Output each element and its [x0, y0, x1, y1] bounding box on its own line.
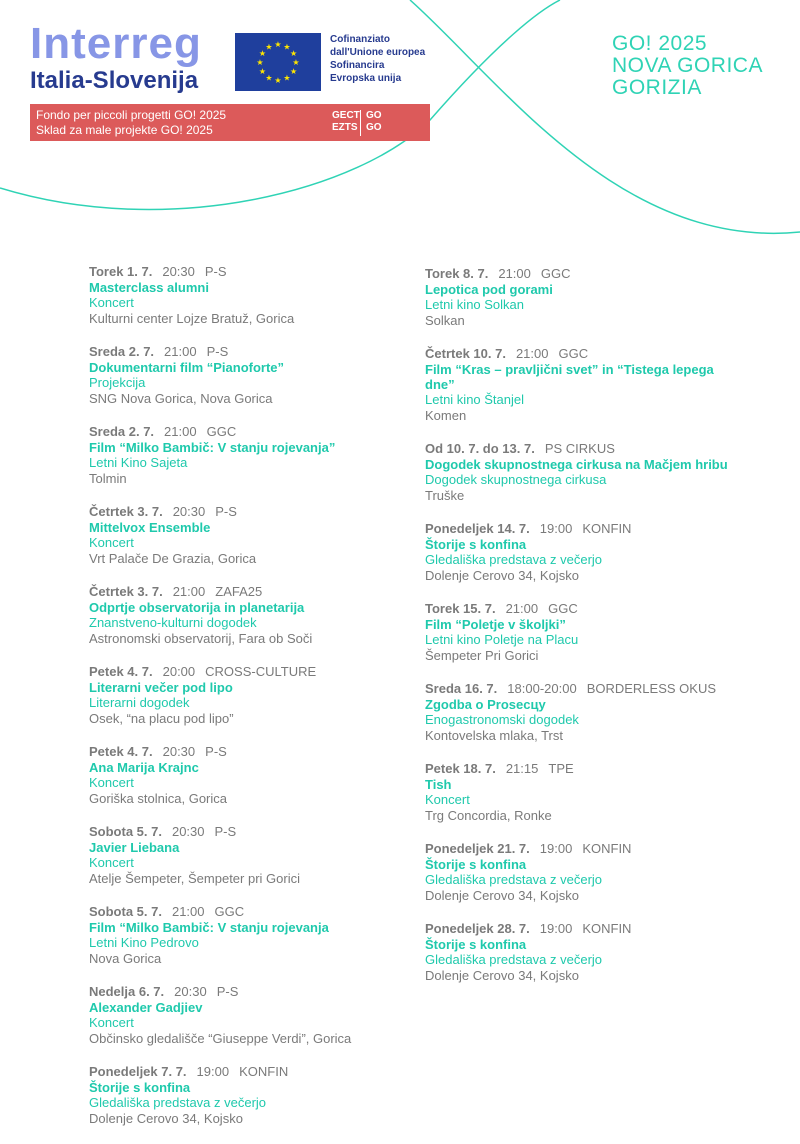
- event-item: [89, 344, 399, 407]
- svg-text:★: ★: [290, 49, 298, 58]
- event-organizer: KONFIN: [582, 921, 632, 936]
- fund-banner: [30, 104, 430, 141]
- event-organizer: GGC: [540, 266, 571, 281]
- event-item: [425, 346, 735, 424]
- event-item: [89, 904, 399, 967]
- event-time: 21:15: [505, 761, 539, 776]
- event-date: Torek 15. 7.: [425, 601, 496, 616]
- event-header: [425, 266, 735, 282]
- event-header: [89, 344, 399, 360]
- event-time: 21:00: [498, 266, 531, 281]
- event-organizer: KONFIN: [239, 1064, 289, 1079]
- fund-line-sl: Sklad za male projekte GO! 2025: [36, 123, 213, 137]
- event-organizer: GGC: [558, 346, 589, 361]
- event-time: 21:00: [172, 584, 206, 599]
- event-type: Gledališka predstava z večerjo: [89, 1095, 267, 1110]
- event-date: Četrtek 3. 7.: [89, 504, 163, 519]
- event-date: Ponedeljek 14. 7.: [425, 521, 530, 536]
- event-time: 20:30: [171, 824, 205, 839]
- event-organizer: KONFIN: [582, 521, 632, 536]
- event-date: Ponedeljek 21. 7.: [425, 841, 530, 856]
- event-title: Masterclass alumni: [89, 280, 209, 295]
- svg-text:★: ★: [292, 58, 300, 67]
- event-title: Mittelvox Ensemble: [89, 520, 211, 535]
- event-place: Občinsko gledališče “Giuseppe Verdi”, Gorica: [89, 1031, 352, 1046]
- event-title: Štorije s konfina: [425, 857, 527, 872]
- event-time: 19:00: [539, 921, 573, 936]
- ezts-go-text: GO: [366, 122, 382, 133]
- event-item: [89, 1064, 399, 1127]
- event-type: Letni kino Solkan: [425, 297, 525, 312]
- event-organizer: P-S: [216, 984, 239, 999]
- event-header: [425, 921, 735, 937]
- event-place: SNG Nova Gorica, Nova Gorica: [89, 391, 273, 406]
- event-date: Ponedeljek 7. 7.: [89, 1064, 187, 1079]
- event-header: [425, 841, 735, 857]
- interreg-wordmark: Interreg: [30, 19, 202, 68]
- event-type: Koncert: [89, 775, 134, 790]
- event-header: [425, 441, 735, 457]
- event-time: 19:00: [196, 1064, 230, 1079]
- svg-text:★: ★: [283, 73, 291, 83]
- event-title: Film “Poletje v školjki”: [425, 617, 566, 632]
- event-title: Film “Milko Bambič: V stanju rojevanja: [89, 920, 329, 935]
- svg-text:★: ★: [265, 42, 273, 52]
- event-place: Goriška stolnica, Gorica: [89, 791, 227, 806]
- event-type: Enogastronomski dogodek: [425, 712, 579, 727]
- gect-go-text: GO: [366, 110, 382, 121]
- event-type: Koncert: [89, 855, 134, 870]
- event-place: Šempeter Pri Gorici: [425, 648, 539, 663]
- event-item: [89, 504, 399, 567]
- event-date: Ponedeljek 28. 7.: [425, 921, 530, 936]
- event-title: Literarni večer pod lipo: [89, 680, 233, 695]
- event-item: [425, 521, 735, 584]
- event-type: Dogodek skupnostnega cirkusa: [425, 472, 607, 487]
- events-column-right: [425, 266, 735, 1001]
- event-type: Letni kino Štanjel: [425, 392, 525, 407]
- event-item: [89, 424, 399, 487]
- event-title: Alexander Gadjiev: [89, 1000, 203, 1015]
- event-date: Sreda 16. 7.: [425, 681, 498, 696]
- event-title: Dogodek skupnostnega cirkusa na Mačjem hribu: [425, 457, 728, 472]
- event-organizer: TPE: [548, 761, 574, 776]
- event-place: Solkan: [425, 313, 465, 328]
- event-organizer: ZAFA25: [215, 584, 263, 599]
- svg-text:★: ★: [265, 73, 273, 83]
- event-date: Četrtek 3. 7.: [89, 584, 163, 599]
- svg-text:★: ★: [283, 42, 291, 52]
- event-type: Koncert: [89, 1015, 134, 1030]
- event-organizer: BORDERLESS OKUS: [586, 681, 717, 696]
- interreg-subtitle: Italia-Slovenija: [30, 67, 199, 94]
- event-title: Štorije s konfina: [89, 1080, 191, 1095]
- event-time: 20:30: [172, 504, 206, 519]
- event-header: [89, 264, 399, 280]
- eu-text-line: Sofinancira: [330, 60, 385, 71]
- event-header: [89, 824, 399, 840]
- event-place: Astronomski observatorij, Fara ob Soči: [89, 631, 313, 646]
- eu-flag-icon: [235, 33, 321, 91]
- event-place: Dolenje Cerovo 34, Kojsko: [89, 1111, 243, 1126]
- event-type: Letni kino Poletje na Placu: [425, 632, 579, 647]
- event-item: [89, 744, 399, 807]
- go-logo-line: NOVA GORICA: [612, 54, 763, 77]
- svg-text:★: ★: [274, 40, 282, 49]
- event-header: [89, 904, 399, 920]
- svg-text:★: ★: [290, 67, 298, 76]
- event-item: [425, 266, 735, 329]
- events-column-left: [89, 264, 399, 1144]
- event-type: Letni Kino Sajeta: [89, 455, 188, 470]
- event-header: [89, 504, 399, 520]
- event-time: 21:00: [505, 601, 539, 616]
- event-time: 20:30: [174, 984, 207, 999]
- event-header: [425, 681, 735, 697]
- eu-text-line: dall'Unione europea: [330, 47, 426, 58]
- interreg-logo: [30, 19, 202, 94]
- event-place: Komen: [425, 408, 467, 423]
- event-place: Dolenje Cerovo 34, Kojsko: [425, 968, 579, 983]
- event-date: Nedelja 6. 7.: [89, 984, 165, 999]
- svg-text:★: ★: [274, 76, 282, 85]
- event-organizer: CROSS-CULTURE: [205, 664, 317, 679]
- ezts-text: EZTS: [332, 122, 358, 133]
- svg-text:★: ★: [256, 58, 264, 67]
- event-title: Zgodba o Prosecцу: [425, 697, 546, 712]
- event-place: Nova Gorica: [89, 951, 162, 966]
- event-place: Atelje Šempeter, Šempeter pri Gorici: [89, 871, 300, 886]
- event-date: Torek 8. 7.: [425, 266, 489, 281]
- event-time: 20:00: [162, 664, 196, 679]
- event-header: [425, 761, 735, 777]
- event-time: 20:30: [162, 744, 196, 759]
- event-header: [89, 584, 399, 600]
- event-item: [425, 441, 735, 504]
- event-item: [425, 921, 735, 984]
- event-time: 21:00: [171, 904, 205, 919]
- event-organizer: P-S: [215, 504, 237, 519]
- event-date: Sobota 5. 7.: [89, 904, 162, 919]
- event-item: [425, 841, 735, 904]
- event-item: [89, 824, 399, 887]
- event-organizer: P-S: [205, 744, 227, 759]
- event-type: Letni Kino Pedrovo: [89, 935, 199, 950]
- event-place: Dolenje Cerovo 34, Kojsko: [425, 568, 579, 583]
- event-time: 19:00: [539, 521, 573, 536]
- event-date: Sreda 2. 7.: [89, 424, 155, 439]
- event-time: 18:00-20:00: [507, 681, 577, 696]
- event-place: Kulturni center Lojze Bratuž, Gorica: [89, 311, 295, 326]
- fund-line-it: Fondo per piccoli progetti GO! 2025: [36, 108, 227, 122]
- event-time: 21:00: [515, 346, 549, 361]
- event-organizer: GGC: [548, 601, 578, 616]
- event-item: [89, 584, 399, 647]
- go-logo-line: GO! 2025: [612, 32, 708, 55]
- event-item: [89, 984, 399, 1047]
- event-header: [89, 984, 399, 1000]
- eu-text-line: Evropska unija: [330, 73, 402, 84]
- go-logo-line: GORIZIA: [612, 76, 702, 99]
- event-date: Petek 18. 7.: [425, 761, 496, 776]
- event-organizer: P-S: [206, 344, 229, 359]
- event-item: [89, 664, 399, 727]
- gect-text: GECT: [332, 110, 360, 121]
- event-type: Koncert: [89, 535, 134, 550]
- event-type: Koncert: [425, 792, 470, 807]
- event-header: [89, 664, 399, 680]
- event-time: 19:00: [539, 841, 573, 856]
- event-organizer: GGC: [206, 424, 237, 439]
- event-title: Dokumentarni film “Pianoforte”: [89, 360, 285, 375]
- event-type: Literarni dogodek: [89, 695, 190, 710]
- event-time: 21:00: [164, 344, 197, 359]
- go2025-logo: [612, 33, 763, 99]
- event-date: Petek 4. 7.: [89, 744, 153, 759]
- event-title: Štorije s konfina: [425, 537, 527, 552]
- event-item: [425, 681, 735, 744]
- event-type: Gledališka predstava z večerjo: [425, 952, 603, 967]
- event-date: Četrtek 10. 7.: [425, 346, 506, 361]
- event-organizer: GGC: [214, 904, 245, 919]
- event-type: Projekcija: [89, 375, 146, 390]
- event-header: [89, 1064, 399, 1080]
- event-place: Kontovelska mlaka, Trst: [425, 728, 563, 743]
- event-date: Torek 1. 7.: [89, 264, 153, 279]
- event-place: Dolenje Cerovo 34, Kojsko: [425, 888, 579, 903]
- event-date: Sobota 5. 7.: [89, 824, 162, 839]
- event-title: Film “Kras – pravljični svet” in “Tistega lepega dne”: [425, 362, 714, 392]
- event-header: [89, 744, 399, 760]
- event-title: Štorije s konfina: [425, 937, 527, 952]
- event-date: Od 10. 7. do 13. 7.: [425, 441, 535, 456]
- svg-text:★: ★: [258, 49, 266, 58]
- event-title: Tish: [425, 777, 452, 792]
- eu-cofunding-text: [330, 33, 425, 85]
- event-place: Vrt Palače De Grazia, Gorica: [89, 551, 257, 566]
- event-item: [425, 601, 735, 664]
- event-organizer: KONFIN: [582, 841, 632, 856]
- svg-text:★: ★: [258, 67, 266, 76]
- event-place: Truške: [425, 488, 465, 503]
- event-date: Petek 4. 7.: [89, 664, 153, 679]
- event-header: [425, 521, 735, 537]
- event-title: Odprtje observatorija in planetarija: [89, 600, 305, 615]
- event-type: Koncert: [89, 295, 134, 310]
- event-time: 21:00: [164, 424, 197, 439]
- event-organizer: P-S: [214, 824, 237, 839]
- event-header: [425, 346, 735, 362]
- event-header: [425, 601, 735, 617]
- event-time: 20:30: [162, 264, 195, 279]
- event-place: Tolmin: [89, 471, 127, 486]
- event-place: Trg Concordia, Ronke: [425, 808, 552, 823]
- event-title: Film “Milko Bambič: V stanju rojevanja”: [89, 440, 336, 455]
- event-organizer: PS CIRKUS: [544, 441, 615, 456]
- event-organizer: P-S: [204, 264, 227, 279]
- event-title: Lepotica pod gorami: [425, 282, 553, 297]
- event-type: Gledališka predstava z večerjo: [425, 552, 603, 567]
- event-title: Javier Liebana: [89, 840, 180, 855]
- eu-text-line: Cofinanziato: [330, 34, 390, 45]
- event-place: Osek, “na placu pod lipo”: [89, 711, 234, 726]
- event-type: Znanstveno-kulturni dogodek: [89, 615, 257, 630]
- event-header: [89, 424, 399, 440]
- event-item: [425, 761, 735, 824]
- event-title: Ana Marija Krajnc: [89, 760, 199, 775]
- event-type: Gledališka predstava z večerjo: [425, 872, 603, 887]
- gect-divider: [360, 110, 361, 136]
- event-item: [89, 264, 399, 327]
- event-date: Sreda 2. 7.: [89, 344, 155, 359]
